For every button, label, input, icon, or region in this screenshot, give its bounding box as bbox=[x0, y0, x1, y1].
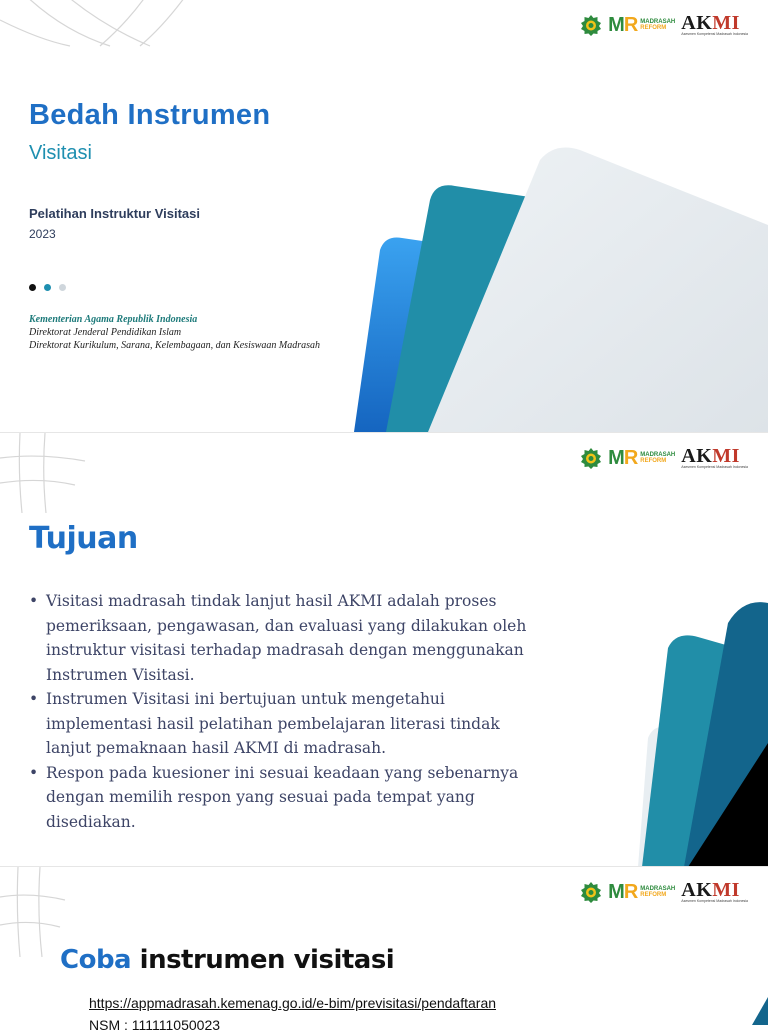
mr-mark-r: R bbox=[623, 14, 638, 36]
akmi-logo bbox=[681, 14, 748, 36]
nsm-value: NSM : 111111050023 bbox=[89, 1017, 221, 1033]
akmi-letters-mi: MI bbox=[712, 12, 740, 34]
akmi-logo bbox=[681, 447, 748, 469]
bullet-item-3: • Respon pada kuesioner ini sesuai keadaan yang sebenarnya dengan memilih respon yang sesuai pada tempat yang disediakan. bbox=[29, 761, 529, 835]
cover-artwork bbox=[340, 130, 768, 432]
slide-tujuan bbox=[0, 432, 768, 866]
akmi-logo bbox=[681, 881, 748, 903]
mr-text-line2: REFORM bbox=[640, 458, 667, 464]
slide-cover bbox=[0, 0, 768, 432]
madrasah-reform-logo bbox=[608, 15, 675, 35]
dot-1 bbox=[29, 284, 36, 291]
decorative-lines bbox=[0, 433, 90, 513]
registration-link[interactable]: https://appmadrasah.kemenag.go.id/e-bim/previsitasi/pendaftaran bbox=[89, 995, 497, 1011]
mr-text-line2: REFORM bbox=[640, 892, 667, 898]
organization-line-2: Direktorat Kurikulum, Sarana, Kelembagaan, dan Kesiswaan Madrasah bbox=[29, 340, 321, 351]
akmi-subtitle: Asesmen Kompetensi Madrasah Indonesia bbox=[681, 899, 748, 903]
bullet-item-2: • Instrumen Visitasi ini bertujuan untuk mengetahui implementasi hasil pelatihan pembelajaran literasi tindak lanjut pemaknaan hasil AKMI di madrasah. bbox=[29, 687, 529, 761]
mr-mark-m: M bbox=[608, 447, 624, 469]
kemenag-logo-icon bbox=[580, 881, 602, 903]
organization-name: Kementerian Agama Republik Indonesia bbox=[29, 314, 198, 325]
page-title: Bedah Instrumen bbox=[29, 99, 271, 131]
mr-text-line2: REFORM bbox=[640, 25, 667, 31]
slide-coba-instrumen bbox=[0, 866, 768, 1033]
section-title bbox=[60, 945, 394, 975]
logo-bar bbox=[580, 14, 748, 36]
decorative-lines bbox=[0, 0, 200, 46]
logo-bar bbox=[580, 447, 748, 469]
dot-3 bbox=[59, 284, 66, 291]
title-rest: instrumen visitasi bbox=[131, 945, 395, 975]
dot-2 bbox=[44, 284, 51, 291]
akmi-letter-a: A bbox=[681, 879, 697, 901]
corner-artwork bbox=[750, 997, 768, 1025]
bullet-item-1: • Visitasi madrasah tindak lanjut hasil AKMI adalah proses pemeriksaan, pengawasan, dan evaluasi yang dilakukan oleh instruktur visitasi terhadap madrasah dengan menggunakan Instrumen Visitasi. bbox=[29, 589, 529, 687]
organization-block bbox=[29, 313, 329, 352]
akmi-subtitle: Asesmen Kompetensi Madrasah Indonesia bbox=[681, 465, 748, 469]
madrasah-reform-logo bbox=[608, 882, 675, 902]
akmi-letters-mi: MI bbox=[712, 879, 740, 901]
akmi-letters-mi: MI bbox=[712, 445, 740, 467]
side-artwork bbox=[628, 563, 768, 867]
mr-mark-r: R bbox=[623, 881, 638, 903]
akmi-subtitle: Asesmen Kompetensi Madrasah Indonesia bbox=[681, 32, 748, 36]
title-highlight: Coba bbox=[60, 945, 132, 975]
event-year: 2023 bbox=[29, 227, 56, 241]
section-title: Tujuan bbox=[29, 521, 138, 556]
bullet-list bbox=[29, 589, 529, 834]
slide-dots bbox=[29, 284, 66, 291]
akmi-letter-a: A bbox=[681, 445, 697, 467]
mr-mark-m: M bbox=[608, 881, 624, 903]
decorative-lines bbox=[0, 867, 70, 957]
mr-mark-m: M bbox=[608, 14, 624, 36]
madrasah-reform-logo bbox=[608, 448, 675, 468]
event-name: Pelatihan Instruktur Visitasi bbox=[29, 206, 200, 221]
mr-text-line1: MADRASAH bbox=[640, 452, 676, 458]
akmi-letter-k: K bbox=[696, 12, 713, 34]
mr-text-line1: MADRASAH bbox=[640, 19, 676, 25]
kemenag-logo-icon bbox=[580, 447, 602, 469]
akmi-letter-k: K bbox=[696, 445, 713, 467]
akmi-letter-k: K bbox=[696, 879, 713, 901]
page-subtitle: Visitasi bbox=[29, 142, 92, 164]
organization-line-1: Direktorat Jenderal Pendidikan Islam bbox=[29, 327, 182, 338]
kemenag-logo-icon bbox=[580, 14, 602, 36]
mr-text-line1: MADRASAH bbox=[640, 886, 676, 892]
mr-mark-r: R bbox=[623, 447, 638, 469]
akmi-letter-a: A bbox=[681, 12, 697, 34]
logo-bar bbox=[580, 881, 748, 903]
